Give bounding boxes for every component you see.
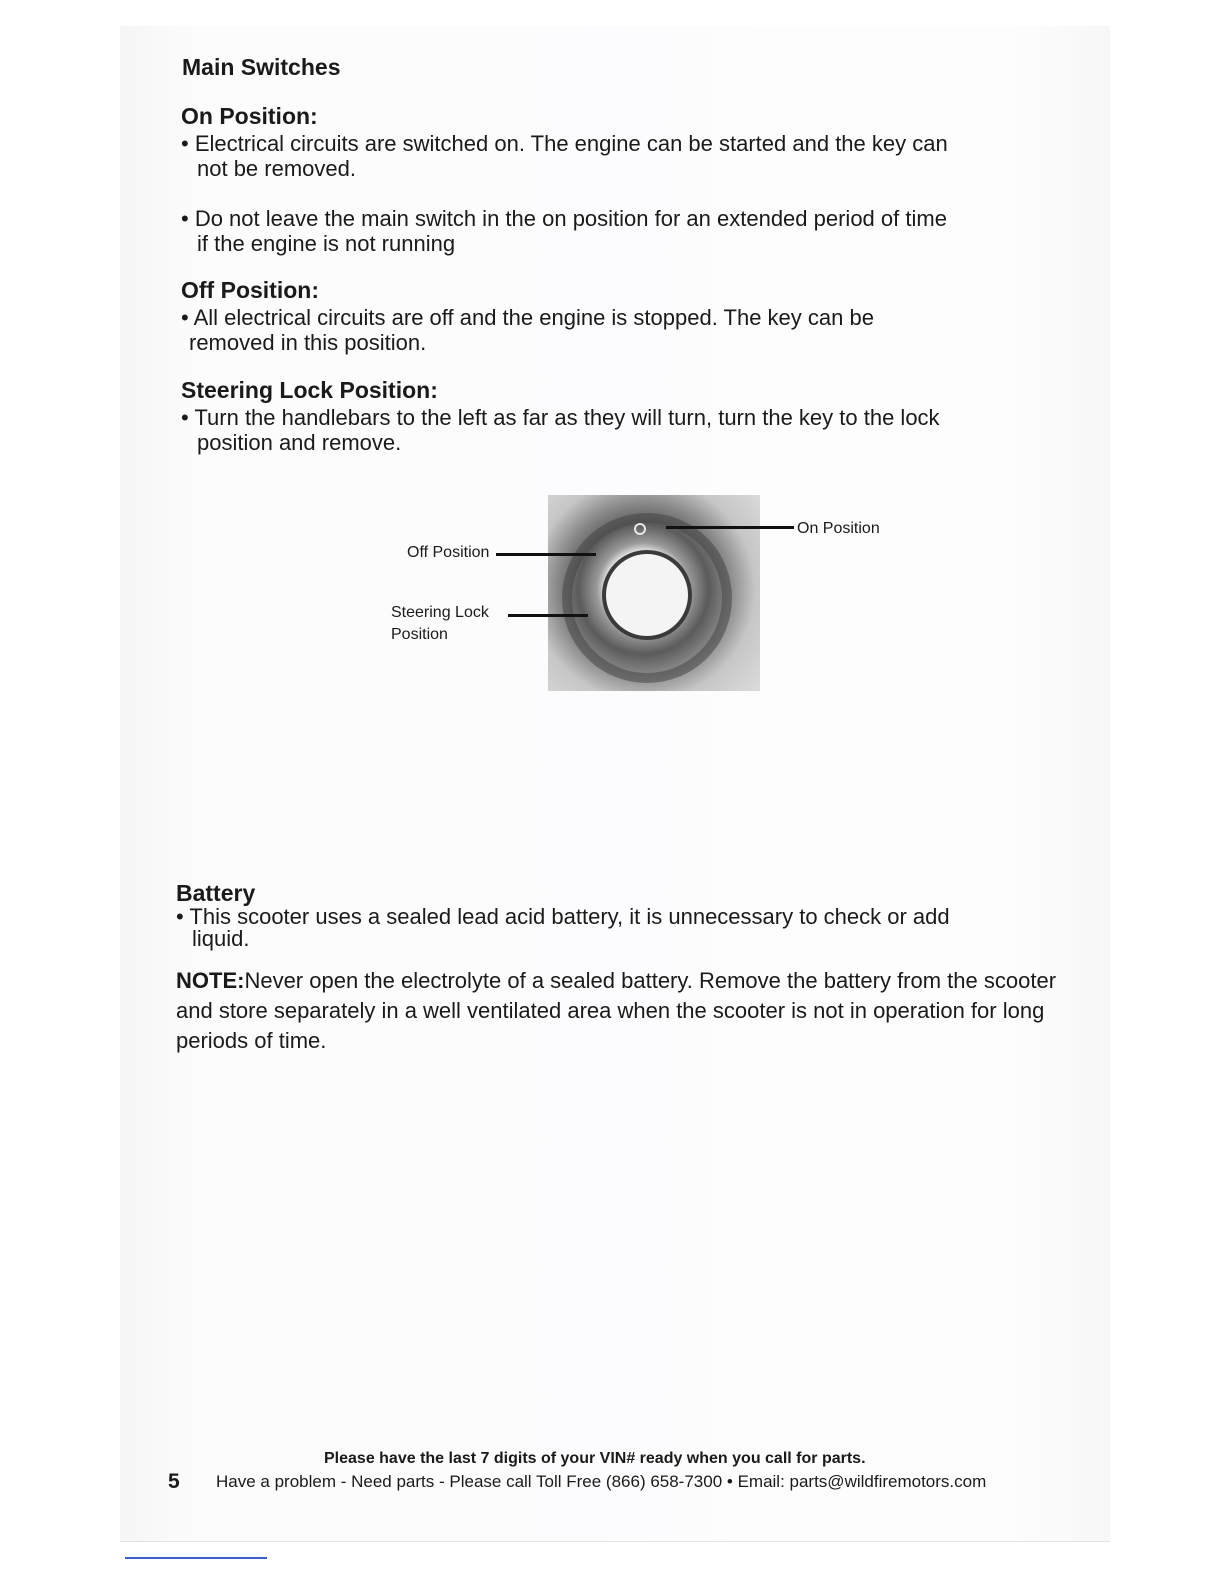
note-label: NOTE: xyxy=(176,968,245,993)
label-on-position: On Position xyxy=(797,520,880,537)
note-text: Never open the electrolyte of a sealed battery. Remove the battery from the scooter and store separately in a well ventilated area when the scooter is not in operation for long periods of time. xyxy=(176,968,1057,1053)
page-number: 5 xyxy=(168,1470,180,1493)
on-position-bullet-1 xyxy=(181,131,948,181)
heading-battery: Battery xyxy=(176,880,256,906)
battery-bullet xyxy=(176,906,950,950)
battery-bullet-line-2: liquid. xyxy=(192,926,250,951)
off-bullet-line-2: removed in this position. xyxy=(189,330,427,355)
battery-note xyxy=(176,966,1076,1056)
on-bullet-2-line-1: • Do not leave the main switch in the on position for an extended period of time xyxy=(181,206,947,231)
page-bottom-divider xyxy=(120,1541,1110,1542)
section-heading-main-switches: Main Switches xyxy=(182,54,341,80)
steering-lock-bullet xyxy=(181,405,940,455)
on-position-leader-line xyxy=(666,526,794,529)
footer-contact: Have a problem - Need parts - Please call Toll Free (866) 658-7300 • Email: parts@wildfiremotors.com xyxy=(216,1472,987,1491)
steering-lock-leader-line xyxy=(508,614,588,617)
label-off-position: Off Position xyxy=(407,544,490,561)
lock-bullet-line-2: position and remove. xyxy=(197,430,402,455)
lock-bullet-line-1: • Turn the handlebars to the left as far as they will turn, turn the key to the lock xyxy=(181,405,940,430)
label-steering-lock-line-1: Steering Lock xyxy=(391,604,489,621)
on-position-bullet-2 xyxy=(181,206,947,256)
label-steering-lock xyxy=(391,602,489,646)
ignition-switch-photo xyxy=(548,495,760,691)
key-slot xyxy=(602,550,692,640)
footer-vin-notice: Please have the last 7 digits of your VIN# ready when you call for parts. xyxy=(324,1450,866,1467)
heading-off-position: Off Position: xyxy=(181,277,319,303)
on-marker-icon xyxy=(634,523,646,535)
battery-bullet-line-1: • This scooter uses a sealed lead acid battery, it is unnecessary to check or add xyxy=(176,904,950,929)
on-bullet-1-line-1: • Electrical circuits are switched on. The engine can be started and the key can xyxy=(181,131,948,156)
label-steering-lock-line-2: Position xyxy=(391,626,448,643)
off-position-leader-line xyxy=(496,553,596,556)
page-edge-marker xyxy=(125,1557,267,1559)
ignition-switch-figure xyxy=(380,490,900,700)
on-bullet-2-line-2: if the engine is not running xyxy=(197,231,456,256)
off-position-bullet xyxy=(181,305,874,355)
heading-on-position: On Position: xyxy=(181,103,318,129)
heading-steering-lock: Steering Lock Position: xyxy=(181,377,438,403)
on-bullet-1-line-2: not be removed. xyxy=(197,156,356,181)
off-bullet-line-1: • All electrical circuits are off and the engine is stopped. The key can be xyxy=(181,305,874,330)
